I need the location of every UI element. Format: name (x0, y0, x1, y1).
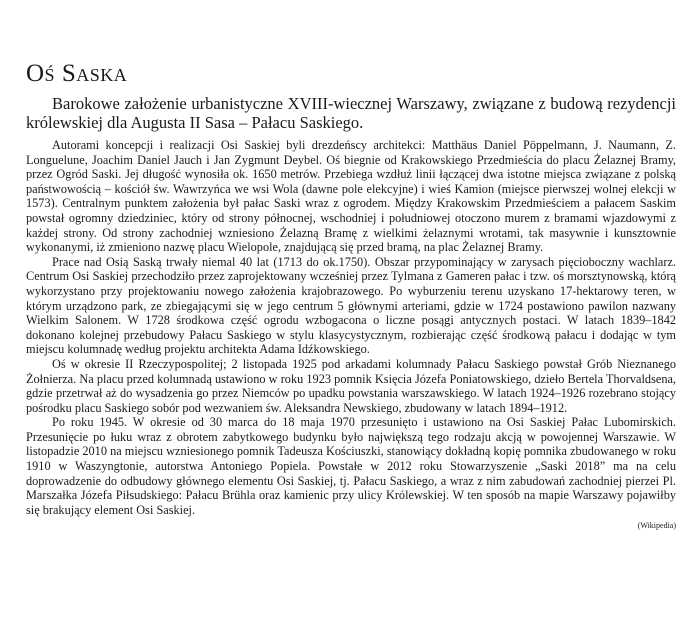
article-paragraph: Oś w okresie II Rzeczypospolitej; 2 listopada 1925 pod arkadami kolumnady Pałacu Saskiego powstał Grób Nieznanego Żołnierza. Na placu przed kolumnadą ustawiono w roku 1923 pomnik Księcia Józefa Poniatowskiego, dzieło Bertela Thorvaldsena, gdzie przetrwał aż do wysadzenia go przez Niemców po upadku powstania warszawskiego. W latach 1924–1926 rozebrano stojący pośrodku placu Saskiego sobór pod wezwaniem św. Aleksandra Newskiego, zbudowany w latach 1894–1912. (26, 356, 676, 415)
article (26, 60, 676, 531)
article-paragraph: Prace nad Osią Saską trwały niemal 40 lat (1713 do ok.1750). Obszar przypominający w zarysach pięcioboczny wachlarz. Centrum Osi Saskiej przechodziło przez zaprojektowany wcześniej przez Tylmana z Gameren pałac i tzw. oś morsztynowską, którą wykorzystano przy projektowaniu nowego założenia krajobrazowego. Po wyburzeniu terenu uzyskano 17-hektarowy teren, w którym urządzono park, ze zbiegającymi się w jego centrum 5 głównymi arteriami, gdzie w 1724 postawiono pawilon nazwany Wielkim Salonem. W 1728 środkowa część ogrodu wzbogacona o liczne posągi antycznych postaci. W latach 1839–1842 dokonano kolejnej przebudowy Pałacu Saskiego w stylu klasycystycznym, rozbierając część środkową pałacu i dodając w tym miejscu kolumnadę według projektu architekta Adama Idźkowskiego. (26, 254, 676, 357)
article-title: Oś Saska (26, 60, 128, 87)
article-lead: Barokowe założenie urbanistyczne XVIII-wiecznej Warszawy, związane z budową rezydencji królewskiej dla Augusta II Sasa – Pałacu Saskiego. (26, 94, 676, 132)
source-citation: (Wikipedia) (637, 521, 676, 531)
article-paragraph: Autorami koncepcji i realizacji Osi Saskiej byli drezdeńscy architekci: Matthäus Daniel Pöppelmann, J. Naumann, Z. Longuelune, Joachim Daniel Jauch i Jan Zygmunt Deybel. Oś biegnie od Krakowskiego Przedmieścia do placu Żelaznej Bramy, przez Ogród Saski. Jej długość wynosiła ok. 1650 metrów. Przebiega wzdłuż linii łączącej dwa istotne miejsca związane z polską państwowością – kościół św. Wawrzyńca we wsi Wola (dawne pole elekcyjne) i wieś Kamion (miejsce pierwszej wolnej elekcji w 1573). Centralnym punktem założenia był pałac Saski wraz z ogrodem. Między Krakowskim Przedmieściem a pałacem Saskim powstał ogromny dziedziniec, który od strony północnej, wschodniej i południowej otoczono murem z bramami wjazdowymi z każdej strony. Od strony zachodniej wzniesiono Żelazną Bramę z wielkimi żelaznymi wrotami, tak masywnie i kunsztownie wykonanymi, iż zmieniono nazwę placu Wielopole, znajdującą się przed bramą, na plac Żelaznej Bramy. (26, 138, 676, 255)
article-paragraph: Po roku 1945. W okresie od 30 marca do 18 maja 1970 przesunięto i ustawiono na Osi Saskiej Pałac Lubomirskich. Przesunięcie po łuku wraz z obrotem zabytkowego budynku było największą tego rodzaju akcją w powojennej Warszawie. W listopadzie 2010 na miejscu wzniesionego pomnik Tadeusza Kościuszki, stanowiący dokładną kopię pomnika zbudowanego w roku 1910 w Waszyngtonie, autorstwa Antoniego Popiela. Powstałe w 2012 roku Stowarzyszenie „Saski 2018” ma na celu doprowadzenie do odbudowy głównego elementu Osi Saskiej, tj. Pałacu Saskiego, a wraz z nim zabudowań zachodniej pierzei Pl. Marszałka Józefa Piłsudskiego: Pałacu Brühla oraz kamienic przy ulicy Królewskiej. W ten sposób na mapie Warszawy pojawiłby się brakujący element Osi Saskiej. (26, 415, 676, 517)
